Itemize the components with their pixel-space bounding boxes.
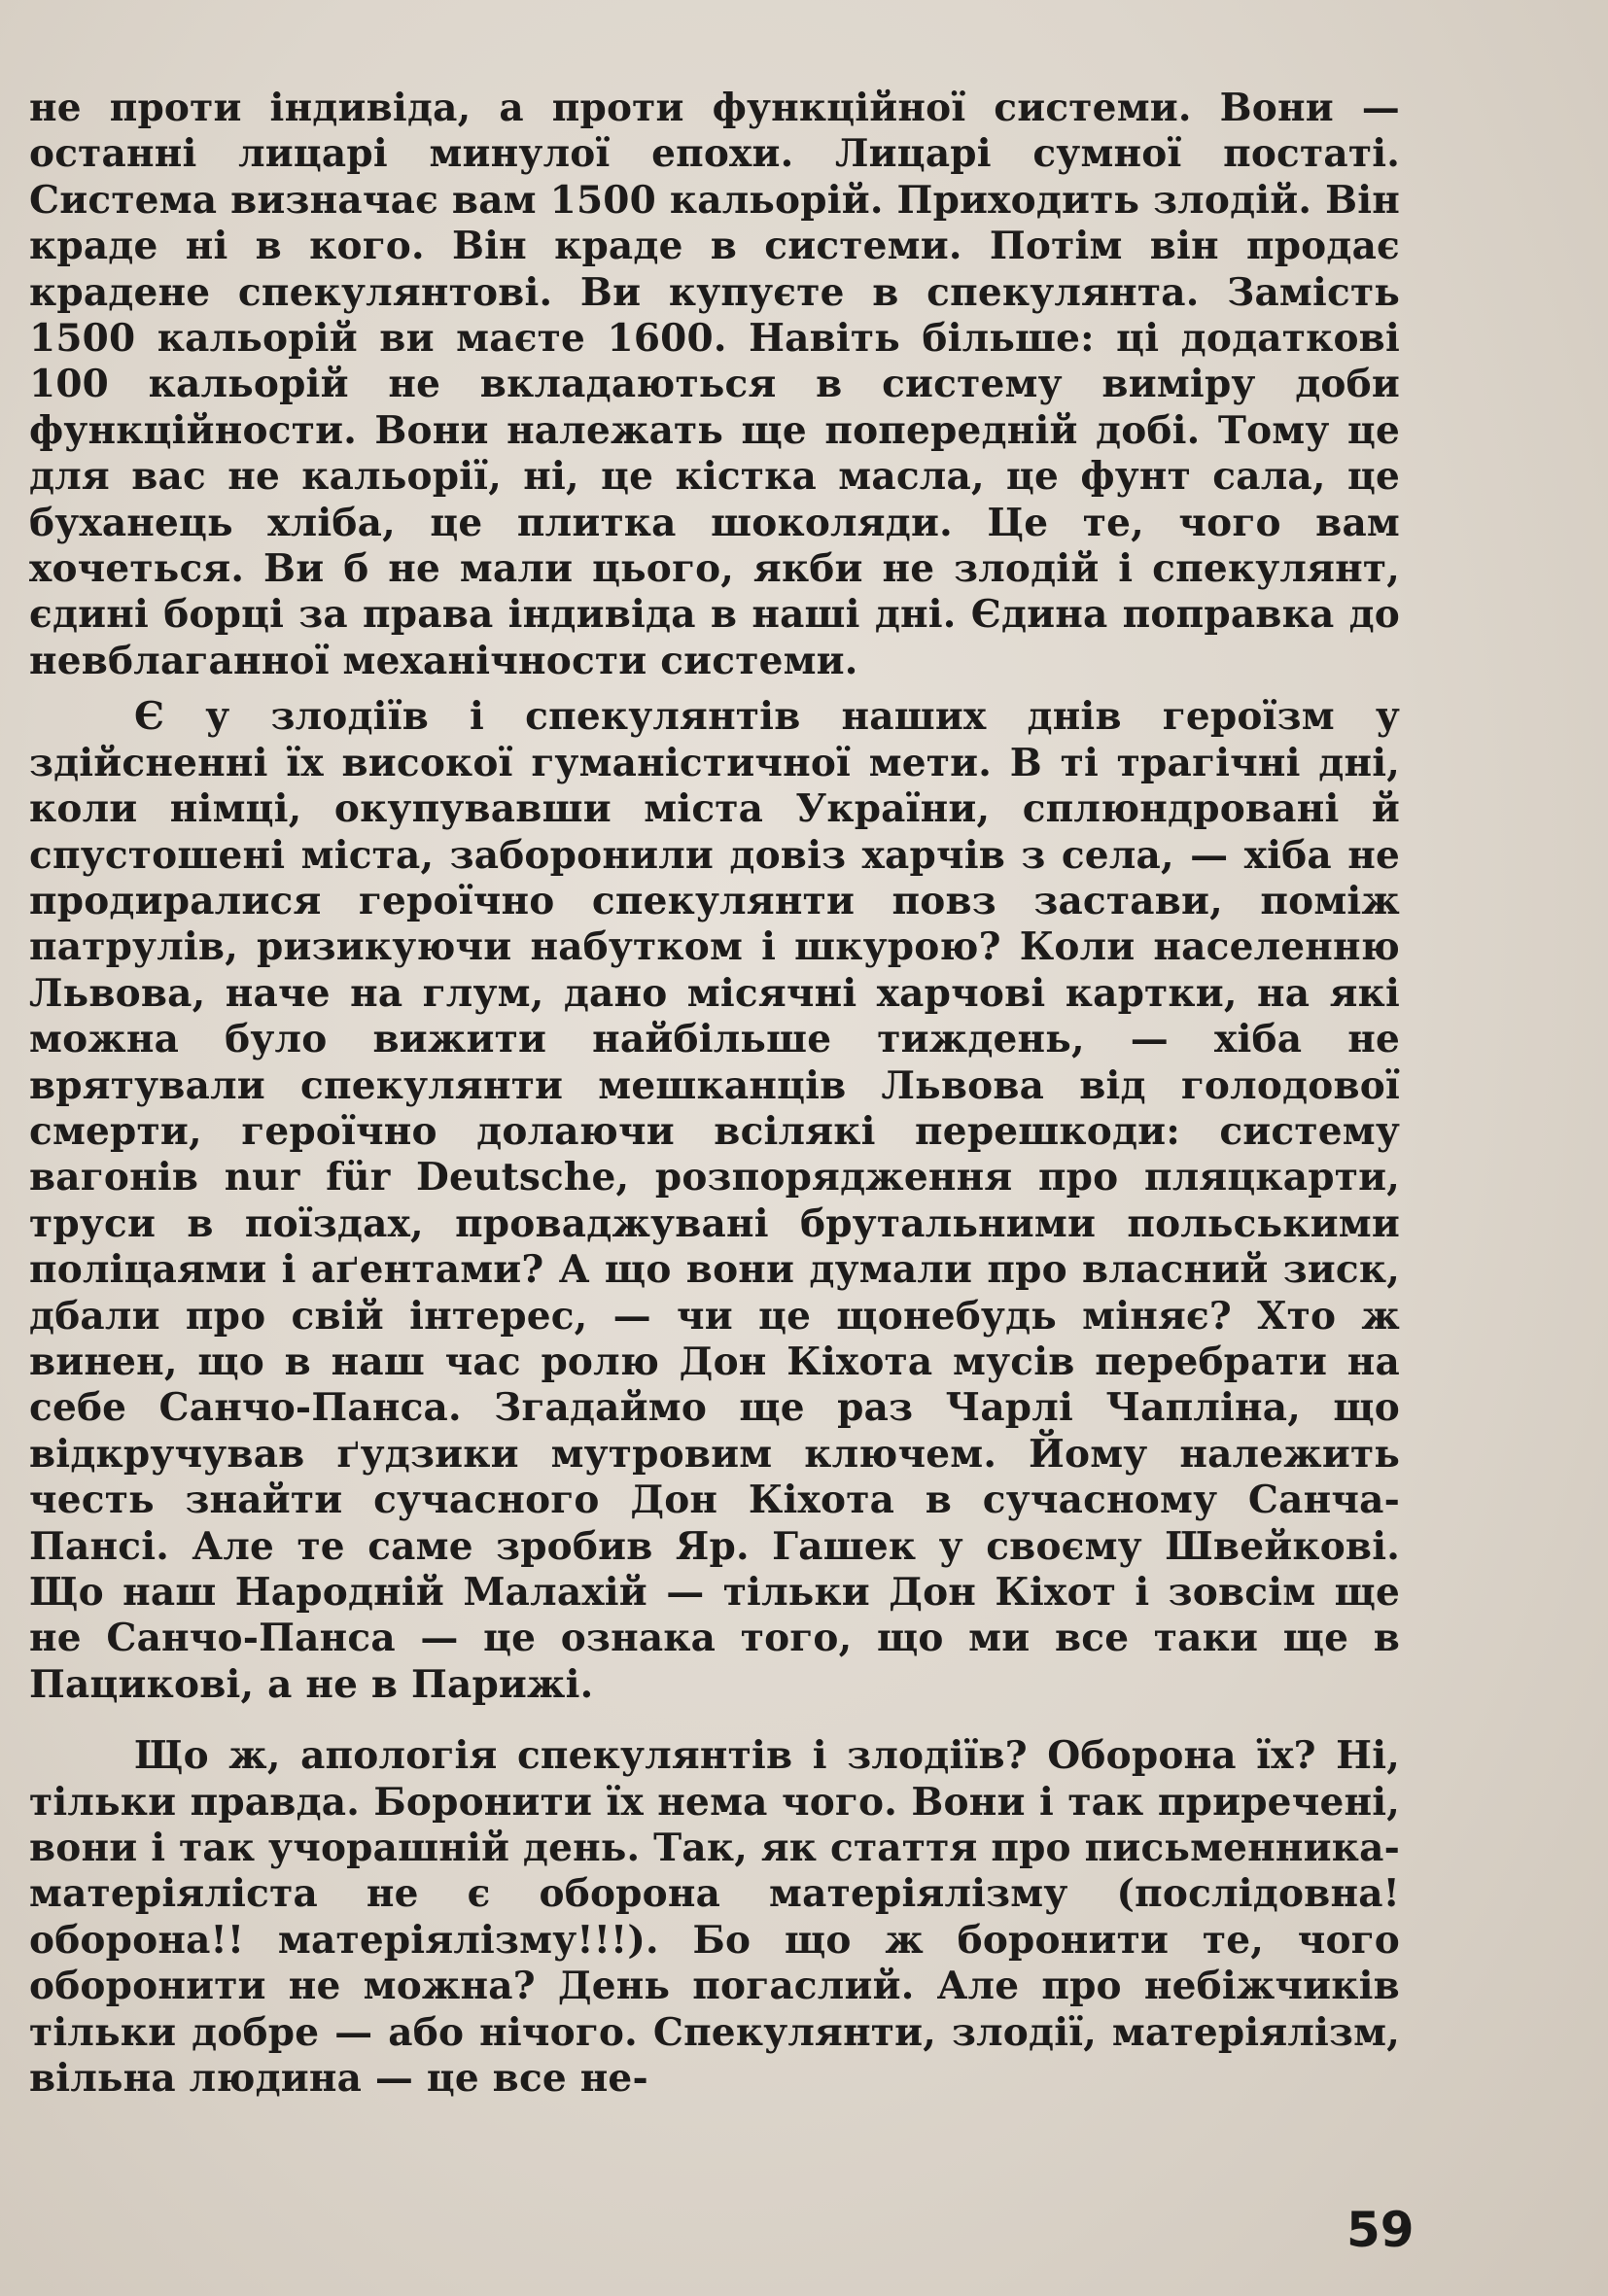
- paragraph-1: не проти індивіда, а проти функційної системи. Вони — останні лицарі минулої епохи. Лицарі сумної постаті. Система визначає вам 1500 кальорій. Приходить злодій. Він краде ні в кого. Він краде в системи. Потім він продає крадене спекулянтові. Ви купуєте в спекулянта. Замість 1500 кальорій ви маєте 1600. Навіть більше: ці додаткові 100 кальорій не вкладаються в систему виміру доби функційности. Вони належать ще попередній добі. Тому це для вас не кальорії, ні, це кістка масла, це фунт сала, це буханець хліба, це плитка шоколяди. Це те, чого вам хочеться. Ви б не мали цього, якби не злодій і спекулянт, єдині борці за права індивіда в наші дні. Єдина поправка до невблаганної механічности системи.: [29, 86, 1400, 683]
- paragraph-2: Є у злодіїв і спекулянтів наших днів героїзм у здійсненні їх високої гуманістичної мети. В ті трагічні дні, коли німці, окупувавши міста України, сплюндровані й спустошені міста, заборонили довіз харчів з села, — хіба не продиралися героїчно спекулянти повз застави, поміж патрулів, ризикуючи набутком і шкурою? Коли населенню Львова, наче на глум, дано місячні харчові картки, на які можна було вижити найбільше тиждень, — хіба не врятували спекулянти мешканців Львова від голодової смерти, героїчно долаючи всілякі перешкоди: систему вагонів nur für Deutsche, розпорядження про пляцкарти, труси в поїздах, проваджувані брутальними польськими поліцаями і аґентами? А що вони думали про власний зиск, дбали про свій інтерес, — чи це щонебудь міняє? Хто ж винен, що в наш час ролю Дон Кіхота мусів перебрати на себе Санчо-Панса. Згадаймо ще раз Чарлі Чапліна, що відкручував ґудзики мутровим ключем. Йому належить честь знайти сучасного Дон Кіхота в сучасному Санча-Пансі. Але те саме зробив Яр. Гашек у своєму Швейкові. Що наш Народній Малахій — тільки Дон Кіхот і зовсім ще не Санчо-Панса — це ознака того, що ми все таки ще в Пацикові, а не в Парижі.: [29, 694, 1400, 1707]
- page-body-text: [29, 86, 1400, 2102]
- page-number: 59: [1346, 2202, 1415, 2258]
- paragraph-3: Що ж, апологія спекулянтів і злодіїв? Оборона їх? Ні, тільки правда. Боронити їх нема чого. Вони і так приречені, вони і так учорашній день. Так, як стаття про письменника-матеріяліста не є оборона матеріялізму (послідовна! оборона!! матеріялізму!!!). Бо що ж боронити те, чого оборонити не можна? День погаслий. Але про небіжчиків тільки добре — або нічого. Спекулянти, злодії, матеріялізм, вільна людина — це все не-: [29, 1733, 1400, 2102]
